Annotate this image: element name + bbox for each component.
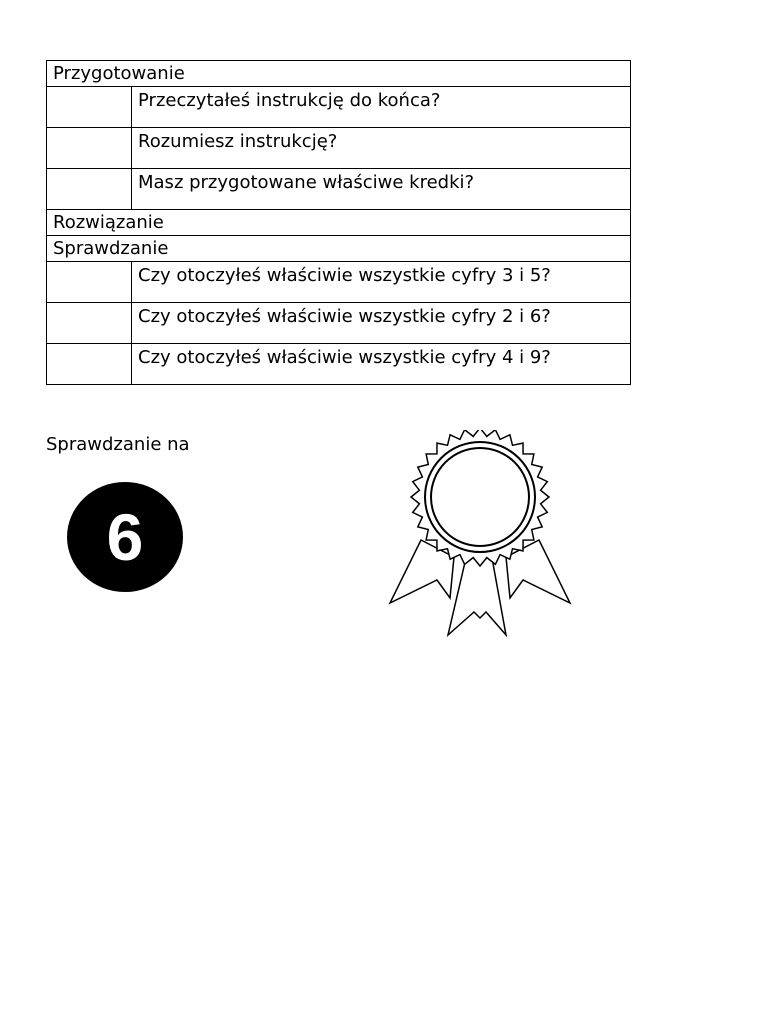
footer-label: Sprawdzanie na: [46, 434, 190, 455]
section-row-solving: [47, 210, 631, 236]
checklist-table: [46, 60, 631, 385]
question-text: Masz przygotowane właściwe kredki?: [132, 169, 631, 210]
section-row-preparation: [47, 61, 631, 87]
table-row: [47, 128, 631, 169]
checkbox-cell[interactable]: [47, 87, 132, 128]
table-row: [47, 169, 631, 210]
question-text: Czy otoczyłeś właściwie wszystkie cyfry 4 i 9?: [132, 344, 631, 385]
ribbon-middle-tail: [448, 558, 506, 635]
rosette-inner-ring: [431, 448, 529, 546]
table-row: [47, 303, 631, 344]
checkbox-cell[interactable]: [47, 303, 132, 344]
checkbox-cell[interactable]: [47, 262, 132, 303]
section-title: Sprawdzanie: [47, 236, 631, 262]
checkbox-cell[interactable]: [47, 128, 132, 169]
section-title: Rozwiązanie: [47, 210, 631, 236]
section-title: Przygotowanie: [47, 61, 631, 87]
grade-badge: 6: [67, 482, 183, 592]
question-text: Rozumiesz instrukcję?: [132, 128, 631, 169]
rosette-ribbon-icon: [388, 430, 572, 640]
question-text: Przeczytałeś instrukcję do końca?: [132, 87, 631, 128]
question-text: Czy otoczyłeś właściwie wszystkie cyfry 2 i 6?: [132, 303, 631, 344]
section-row-checking: [47, 236, 631, 262]
table-row: [47, 262, 631, 303]
checkbox-cell[interactable]: [47, 344, 132, 385]
table-row: [47, 87, 631, 128]
checkbox-cell[interactable]: [47, 169, 132, 210]
table-row: [47, 344, 631, 385]
question-text: Czy otoczyłeś właściwie wszystkie cyfry 3 i 5?: [132, 262, 631, 303]
